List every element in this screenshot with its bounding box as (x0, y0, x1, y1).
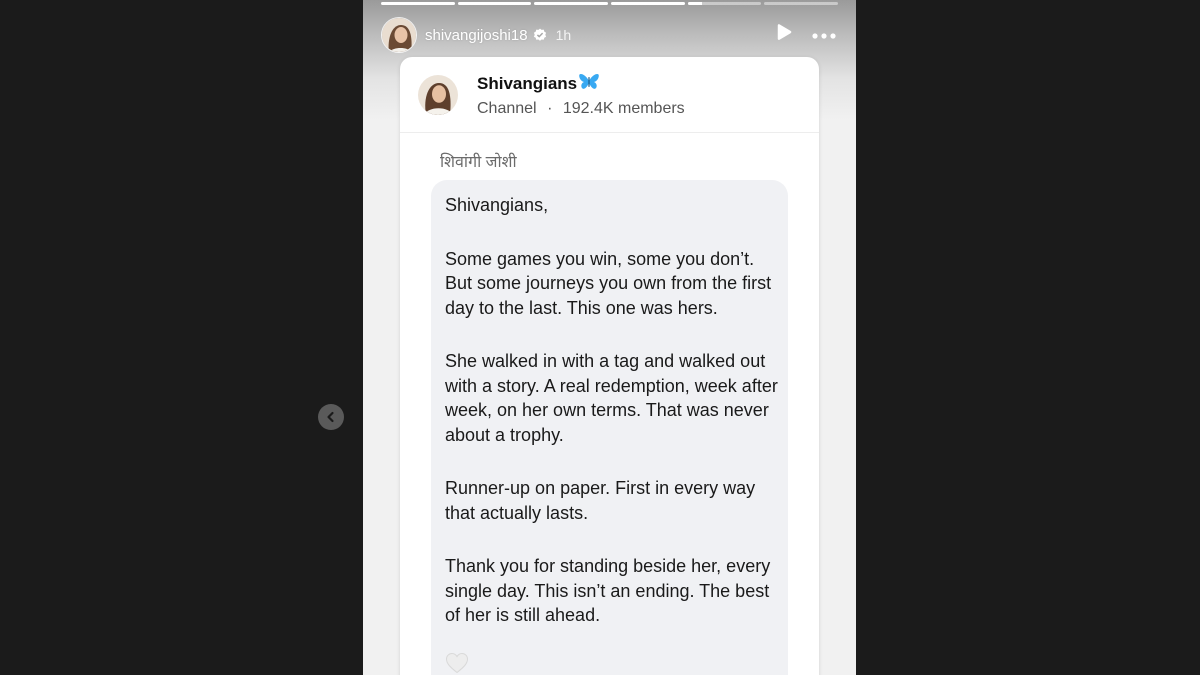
progress-fill (458, 2, 532, 5)
progress-segment (534, 2, 608, 5)
butterfly-icon (578, 73, 600, 96)
message-paragraph: Shivangians, (445, 195, 549, 215)
channel-header[interactable] (418, 73, 809, 117)
message-paragraph: Some games you win, some you don’t. But some journeys you own from the first day to the last. This one was hers. (445, 248, 772, 318)
divider (400, 132, 819, 133)
progress-segment (611, 2, 685, 5)
avatar[interactable] (381, 17, 417, 53)
progress-segment (764, 2, 838, 5)
progress-fill (534, 2, 608, 5)
chevron-left-icon (325, 411, 337, 423)
message-paragraph: She walked in with a tag and walked out with a story. A real redemption, week after week, on her own terms. That was never about a trophy. (445, 351, 778, 445)
message-paragraph: Thank you for standing beside her, every single day. This isn’t an ending. The best of her is still ahead. (445, 556, 771, 625)
heart-icon[interactable] (445, 652, 469, 675)
story-viewer[interactable] (363, 0, 856, 675)
channel-message-card (400, 57, 819, 675)
story-progress-bar (381, 2, 838, 5)
verified-badge-icon (533, 28, 547, 42)
channel-avatar (418, 75, 458, 115)
message-text (445, 193, 781, 657)
channel-name: Shivangians (477, 74, 578, 93)
progress-segment (458, 2, 532, 5)
message-sender: शिवांगी जोशी (440, 154, 517, 171)
progress-fill (611, 2, 685, 5)
progress-fill (688, 2, 703, 5)
previous-story-button[interactable] (318, 404, 344, 430)
meta-separator: · (547, 99, 553, 117)
progress-segment (381, 2, 455, 5)
story-username[interactable]: shivangijoshi18 (425, 26, 528, 44)
channel-members: 192.4K members (562, 99, 685, 117)
story-header (381, 17, 836, 53)
channel-type: Channel (477, 99, 537, 117)
message-bubble[interactable] (431, 180, 788, 675)
play-icon[interactable] (776, 24, 792, 46)
progress-fill (381, 2, 455, 5)
progress-segment (688, 2, 762, 5)
story-timestamp: 1h (555, 27, 572, 43)
more-options-icon[interactable] (812, 26, 836, 44)
message-paragraph: Runner-up on paper. First in every way that actually lasts. (445, 478, 756, 523)
